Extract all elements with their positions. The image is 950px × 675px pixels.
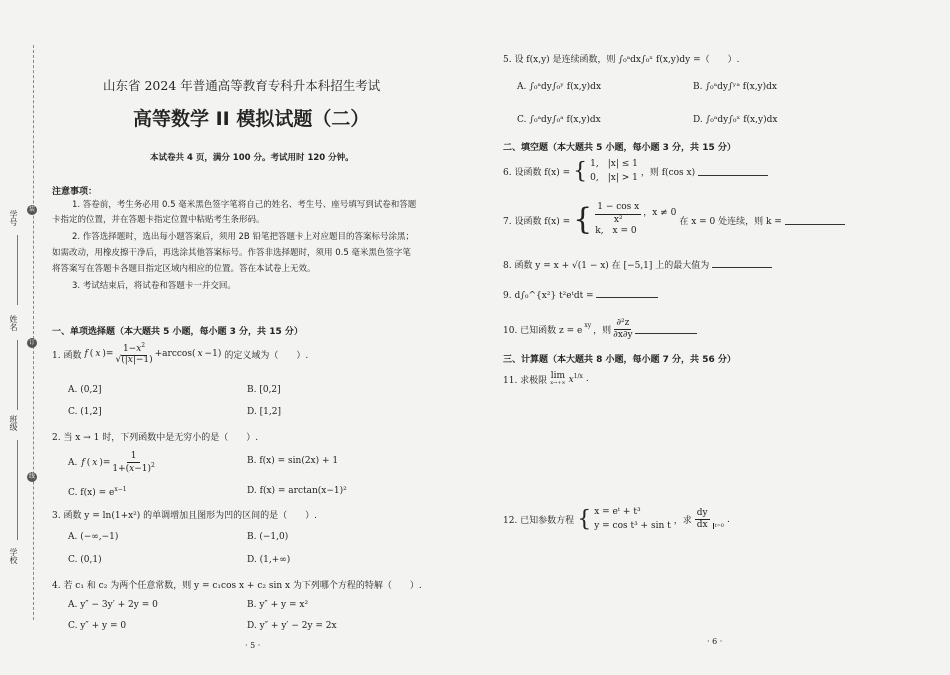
q2-stem: 2. 当 x → 1 时，下列函数中是无穷小的是（ ）. [52, 433, 259, 443]
q7-pre: 7. 设函数 f(x) = [503, 216, 571, 227]
q7-row1-cond: ，x ≠ 0 [643, 208, 677, 219]
notice-heading: 注意事项： [52, 187, 98, 197]
binding-dot-xian: 线 [28, 473, 35, 480]
q4-option-c: C. y″ + y = 0 [68, 621, 127, 631]
q3-option-b: B. (−1,0) [247, 532, 289, 542]
q11-pre: 11. 求极限 [503, 375, 548, 386]
q9-answer-blank[interactable] [596, 289, 658, 298]
q6-pre: 6. 设函数 f(x) = [503, 168, 571, 178]
q2-option-a-label: A. [68, 458, 78, 469]
q1-option-b: B. [0,2] [247, 385, 281, 395]
q2-option-c [68, 486, 127, 498]
left-brace-icon: { [573, 158, 588, 184]
q4-option-d: D. y″ + y′ − 2y = 2x [247, 621, 337, 631]
question-11 [503, 372, 589, 386]
section-heading-1: 一、单项选择题（本大题共 5 小题，每小题 3 分，共 15 分） [52, 327, 303, 337]
q12-pre: 12. 已知参数方程 [503, 516, 575, 526]
q1-formula: f ( x )= $1-x^2$ √(|x|−1) +arccos( x −1) [84, 342, 222, 365]
q6-answer-blank[interactable] [698, 167, 768, 176]
q10-pre: 10. 已知函数 z = e [503, 325, 583, 336]
q11-lim: lim [550, 371, 566, 381]
right-page [475, 0, 950, 675]
binding-label-class: 班级 [9, 415, 18, 431]
q5-option-c: C. ∫₀ᵃdy∫₀ᵃ f(x,y)dx [517, 115, 601, 125]
binding-dot-ding: 订 [28, 339, 35, 346]
q12-den: dx [696, 520, 708, 530]
q4-option-a: A. y″ − 3y′ + 2y = 0 [68, 600, 158, 610]
q7-cases [595, 202, 676, 238]
page-title: 高等数学 II 模拟试题（二） [133, 108, 370, 130]
notice-line: 3. 考试结束后，将试卷和答题卡一并交回。 [72, 281, 236, 291]
notice-line: 卡指定的位置，并在答题卡指定位置中粘贴考生条形码。 [52, 215, 265, 225]
q10-mid: ，则 [593, 325, 612, 336]
q7-answer-blank[interactable] [785, 216, 845, 225]
q2-option-b: B. f(x) = sin(2x) + 1 [247, 456, 339, 466]
left-brace-icon: { [573, 202, 593, 238]
q3-option-a: A. (−∞,−1) [68, 532, 119, 542]
q7-row2: k, x = 0 [595, 226, 637, 237]
q12-end: . [727, 514, 730, 525]
q8-text: 8. 函数 y = x + √(1 − x) 在 [−5,1] 上的最大值为 [503, 261, 710, 271]
binding-rule [17, 235, 18, 305]
binding-rule [17, 440, 18, 540]
q10-num: ∂²z [616, 318, 630, 328]
q1-stem-post: 的定义域为（ ）. [224, 350, 309, 361]
q12-post: ，求 [673, 516, 692, 526]
binding-label-school: 学校 [9, 548, 18, 564]
q1-option-a: A. (0,2] [68, 385, 102, 395]
notice-line: 1. 答卷前，考生务必用 0.5 毫米黑色签字笔将自己的姓名、考生号、座号填写到试卷和答题 [72, 200, 417, 210]
q8-answer-blank[interactable] [712, 259, 772, 268]
q1-stem-pre: 1. 函数 [52, 350, 82, 361]
binding-label-name: 姓名 [9, 315, 18, 331]
page-number-left: · 5 · [245, 641, 261, 650]
q2-option-c-sup: x−1 [114, 486, 127, 493]
question-7 [503, 202, 845, 238]
q11-body: x [568, 375, 574, 385]
q6-row1: 1, |x| ≤ 1 [590, 159, 638, 169]
q4-option-b: B. y″ + y = x² [247, 600, 309, 610]
q3-stem: 3. 函数 y = ln(1+x²) 的单调增加且图形为凹的区间的是（ ）. [52, 511, 318, 521]
exam-meta: 本试卷共 4 页，满分 100 分。考试用时 120 分钟。 [150, 153, 354, 163]
q2-option-a [68, 452, 155, 475]
binding-rule [17, 340, 18, 410]
q2-option-d: D. f(x) = arctan(x−1)² [247, 486, 347, 496]
q7-row1-num: 1 − cos x [595, 202, 641, 215]
q10-sup: xy [584, 321, 592, 329]
q12-row2: y = cos t³ + sin t [594, 520, 671, 531]
q6-post: ，则 f(cos x) [640, 168, 696, 178]
q4-stem: 4. 若 c₁ 和 c₂ 为两个任意常数，则 y = c₁cos x + c₂ sin x 为下列哪个方程的特解（ ）. [52, 581, 422, 591]
question-8 [503, 258, 772, 271]
q11-sub: x→+∞ [550, 380, 566, 386]
q2-option-c-text: C. f(x) = e [68, 488, 115, 498]
question-12 [503, 506, 730, 533]
q10-den: ∂x∂y [613, 329, 633, 340]
q3-option-c: C. (0,1) [68, 555, 102, 565]
q5-option-a: A. ∫₀ᵃdy∫₀ʸ f(x,y)dx [517, 82, 602, 92]
q2-option-a-formula: f ( x )= 1 $1+(x-1)^2$ [81, 451, 155, 474]
q6-cases [590, 158, 638, 185]
q12-num: dy [696, 508, 708, 519]
binding-dashed-line [33, 45, 34, 620]
question-1 [52, 343, 308, 366]
q10-answer-blank[interactable] [635, 325, 697, 334]
q11-post: . [585, 374, 589, 384]
q5-option-d: D. ∫₀ᵃdy∫₀ˣ f(x,y)dx [693, 115, 778, 125]
q1-option-c: C. (1,2] [68, 407, 102, 417]
binding-dot-zhuang: 装 [28, 206, 35, 213]
left-brace-icon: { [577, 506, 592, 532]
q12-at: t=0 [714, 522, 724, 529]
q5-option-b: B. ∫₀ᵃdy∫ʸᵃ f(x,y)dx [693, 82, 777, 92]
notice-line: 将答案写在答题卡各题目指定区域内相应的位置。答在本试卷上无效。 [52, 264, 316, 274]
q12-row1: x = eᵗ + t³ [594, 507, 641, 517]
question-9 [503, 289, 658, 301]
q7-post: 在 x = 0 处连续，则 k = [679, 216, 782, 227]
question-6 [503, 158, 768, 185]
notice-line: 2. 作答选择题时，选出每小题答案后，须用 2B 铅笔把答题卡上对应题目的答案标号涂黑； [72, 232, 414, 242]
binding-label-student-id: 学号 [9, 210, 18, 226]
section-heading-3: 三、计算题（本大题共 8 小题，每小题 7 分，共 56 分） [503, 355, 736, 365]
q7-row1 [595, 202, 676, 226]
q11-sup: 1/x [573, 373, 583, 380]
notice-line: 如需改动，用橡皮擦干净后，再选涂其他答案标号。作答非选择题时，须用 0.5 毫米黑色签字笔 [52, 248, 411, 258]
q12-cases [594, 506, 671, 533]
q9-text: 9. d∫₀^{x²} t²eᵗdt = [503, 291, 594, 301]
q1-option-d: D. [1,2] [247, 407, 281, 417]
section-heading-2: 二、填空题（本大题共 5 小题，每小题 3 分，共 15 分） [503, 143, 736, 153]
q7-row1-den: x² [613, 214, 623, 225]
exam-name: 山东省 2024 年普通高等教育专科升本科招生考试 [103, 78, 381, 93]
q6-row2: 0, |x| > 1 [590, 172, 638, 183]
question-10 [503, 318, 697, 341]
page-number-right: · 6 · [707, 637, 723, 646]
q3-option-d: D. (1,+∞) [247, 555, 291, 565]
q5-stem: 5. 设 f(x,y) 是连续函数，则 ∫₀ᵃdx∫₀ˣ f(x,y)dy =（ ）. [503, 55, 740, 65]
